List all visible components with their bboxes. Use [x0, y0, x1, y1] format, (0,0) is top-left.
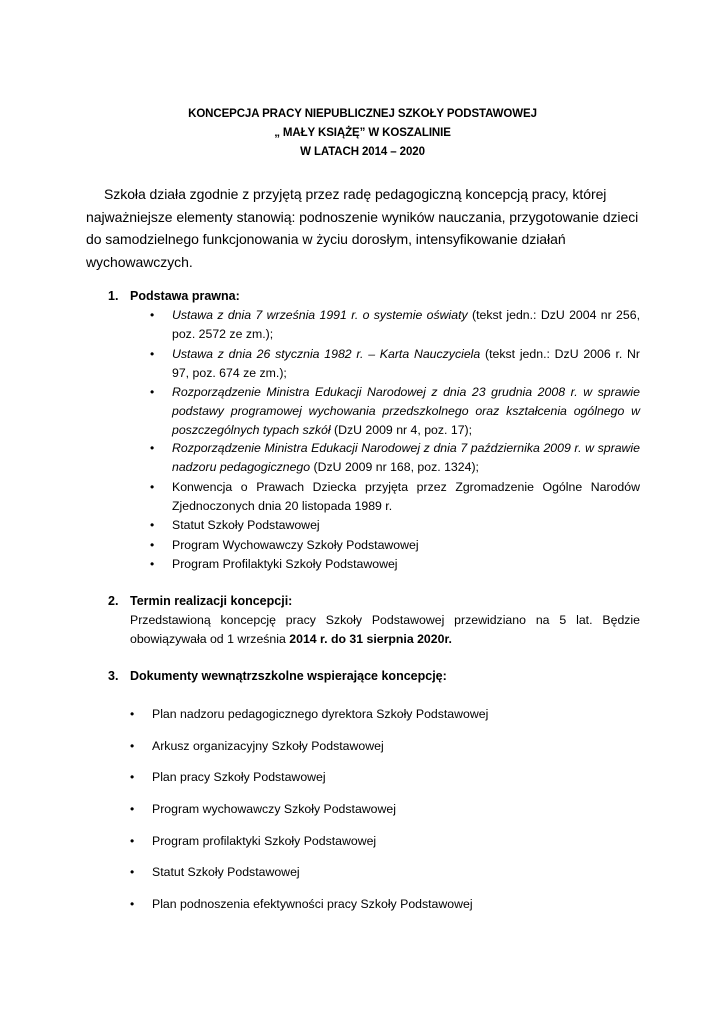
bullet-icon: •: [130, 865, 135, 879]
section-3-number: 3.: [108, 669, 119, 683]
title-line-3: W LATACH 2014 – 2020: [300, 146, 425, 158]
bullet-icon: •: [130, 770, 135, 784]
legal-basis-item: • Program Profilaktyki Szkoły Podstawowej: [172, 555, 640, 574]
document-list-item: • Plan nadzoru pedagogicznego dyrektora Szkoły Podstawowej: [130, 707, 489, 721]
implementation-term-text: Przedstawioną koncepcję pracy Szkoły Podstawowej przewidziano na 5 lat. Będzie obowiązywała od 1 września 2014 r. do 31 sierpnia 2020r.: [130, 613, 640, 646]
section-2-heading: Termin realizacji koncepcji:: [130, 594, 293, 608]
intro-paragraph: Szkoła działa zgodnie z przyjętą przez radę pedagogiczną koncepcją pracy, której najważniejsze elementy stanowią: podnoszenie wyników nauczania, przygotowanie dzieci do samodzielnego funkcjonowania w życiu dorosłym, intensyfikowanie działań wychowawczych.: [86, 186, 639, 270]
bullet-icon: •: [150, 347, 155, 361]
document-list-item: • Plan pracy Szkoły Podstawowej: [130, 770, 326, 784]
title-line-2: „ MAŁY KSIĄŻĘ” W KOSZALINIE: [274, 127, 451, 139]
bullet-icon: •: [130, 739, 135, 753]
bullet-icon: •: [150, 308, 155, 322]
legal-basis-item: • Rozporządzenie Ministra Edukacji Narodowej z dnia 7 października 2009 r. w sprawie nadzoru pedagogicznego (DzU 2009 nr 168, poz. 1324);: [150, 441, 640, 474]
section-3-heading: Dokumenty wewnątrzszkolne wspierające koncepcję:: [130, 669, 447, 683]
bullet-icon: •: [130, 707, 135, 721]
section-2-number: 2.: [108, 594, 119, 608]
bullet-icon: •: [130, 802, 135, 816]
bullet-icon: •: [150, 441, 155, 455]
bullet-icon: •: [130, 897, 135, 911]
legal-basis-item: • Konwencja o Prawach Dziecka przyjęta przez Zgromadzenie Ogólne Narodów Zjednoczonych dnia 20 listopada 1989 r.: [150, 480, 640, 513]
bullet-icon: •: [150, 538, 155, 552]
legal-basis-item: • Statut Szkoły Podstawowej: [172, 516, 640, 535]
title-line-1: KONCEPCJA PRACY NIEPUBLICZNEJ SZKOŁY PODSTAWOWEJ: [188, 108, 537, 120]
bullet-icon: •: [150, 518, 155, 532]
section-1-heading: Podstawa prawna:: [130, 289, 240, 303]
document-list-item: • Program wychowawczy Szkoły Podstawowej: [130, 802, 396, 816]
document-list-item: • Program profilaktyki Szkoły Podstawowej: [130, 834, 377, 848]
document-list-item: • Arkusz organizacyjny Szkoły Podstawowej: [130, 739, 384, 753]
legal-basis-item: • Ustawa z dnia 7 września 1991 r. o systemie oświaty (tekst jedn.: DzU 2004 nr 256, poz. 2572 ze zm.);: [150, 308, 640, 341]
document-list-item: • Plan podnoszenia efektywności pracy Szkoły Podstawowej: [130, 897, 473, 911]
bullet-icon: •: [150, 480, 155, 494]
bullet-icon: •: [130, 834, 135, 848]
legal-basis-item: • Program Wychowawczy Szkoły Podstawowej: [172, 536, 640, 555]
legal-basis-item: • Rozporządzenie Ministra Edukacji Narodowej z dnia 23 grudnia 2008 r. w sprawie podstawy programowej wychowania przedszkolnego oraz kształcenia ogólnego w poszczególnych typach szkół (DzU 2009 nr 4, poz. 17);: [150, 385, 640, 437]
document-list-item: • Statut Szkoły Podstawowej: [130, 865, 300, 879]
bullet-icon: •: [150, 385, 155, 399]
section-1-number: 1.: [108, 289, 119, 303]
bullet-icon: •: [150, 557, 155, 571]
legal-basis-item: • Ustawa z dnia 26 stycznia 1982 r. – Karta Nauczyciela (tekst jedn.: DzU 2006 r. Nr 97, poz. 674 ze zm.);: [150, 347, 641, 380]
